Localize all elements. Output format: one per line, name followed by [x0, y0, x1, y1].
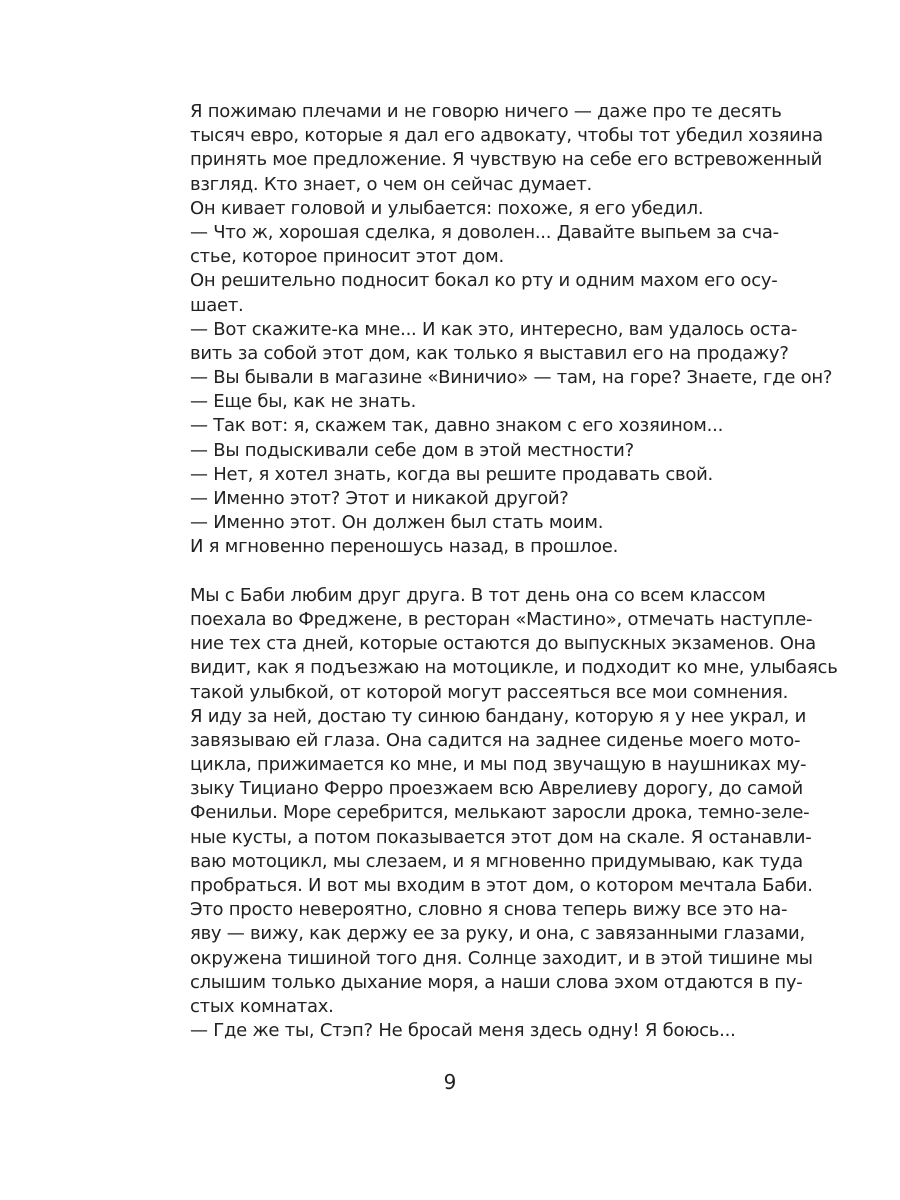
- text-line: такой улыбкой, от которой могут рассеяться все мои сомнения.: [190, 681, 789, 703]
- text-line: — Нет, я хотел знать, когда вы решите продавать свой.: [190, 463, 714, 485]
- text-line: — Вы подыскивали себе дом в этой местности?: [190, 439, 634, 461]
- body-text: [190, 100, 838, 1043]
- text-line: цикла, прижимается ко мне, и мы под звучащую в наушниках му-: [190, 754, 807, 776]
- text-line: Это просто невероятно, словно я снова теперь вижу все это на-: [190, 899, 788, 921]
- text-line: яву — вижу, как держу ее за руку, и она, с завязанными глазами,: [190, 923, 805, 945]
- text-line: зыку Тициано Ферро проезжаем всю Аврелиеву дорогу, до самой: [190, 778, 803, 800]
- text-line: поехала во Фреджене, в ресторан «Мастино», отмечать наступле-: [190, 608, 813, 630]
- text-line: — Так вот: я, скажем так, давно знаком с его хозяином...: [190, 415, 724, 437]
- text-section-2: [190, 584, 838, 1044]
- text-line: пробраться. И вот мы входим в этот дом, о котором мечтала Баби.: [190, 875, 813, 896]
- text-line: — Что ж, хорошая сделка, я доволен... Давайте выпьем за сча-: [190, 221, 779, 243]
- text-line: тысяч евро, которые я дал его адвокату, чтобы тот убедил хозяина: [190, 125, 823, 147]
- text-line: окружена тишиной того дня. Солнце заходит, и в этой тишине мы: [190, 947, 813, 969]
- text-line: стье, которое приносит этот дом.: [190, 246, 504, 268]
- text-line: — Вот скажите-ка мне... И как это, интересно, вам удалось оста-: [190, 318, 798, 340]
- text-line: И я мгновенно переношусь назад, в прошлое.: [190, 536, 619, 558]
- page-number: 9: [443, 1070, 457, 1094]
- text-line: — Именно этот. Он должен был стать моим.: [190, 512, 604, 534]
- text-line: Фенильи. Море серебрится, мелькают заросли дрока, темно-зеле-: [190, 802, 810, 824]
- text-line: Он кивает головой и улыбается: похоже, я его убедил.: [190, 197, 704, 219]
- section-break: [190, 560, 752, 584]
- text-line: ние тех ста дней, которые остаются до выпускных экзаменов. Она: [190, 633, 816, 655]
- text-line: ные кусты, а потом показывается этот дом на скале. Я останавли-: [190, 826, 812, 848]
- text-line: — Вы бывали в магазине «Виничио» — там, на горе? Знаете, где он?: [190, 367, 833, 389]
- text-section-1: [190, 100, 833, 560]
- text-line: — Именно этот? Этот и никакой другой?: [190, 488, 569, 509]
- text-line: взгляд. Кто знает, о чем он сейчас думает.: [190, 173, 592, 195]
- text-line: Он решительно подносит бокал ко рту и одним махом его осу-: [190, 270, 778, 292]
- text-line: слышим только дыхание моря, а наши слова эхом отдаются в пу-: [190, 971, 803, 993]
- text-line: шает.: [190, 294, 244, 316]
- text-line: — Где же ты, Стэп? Не бросай меня здесь одну! Я боюсь...: [190, 1020, 736, 1042]
- text-line: ваю мотоцикл, мы слезаем, и я мгновенно придумываю, как туда: [190, 850, 803, 872]
- text-line: стых комнатах.: [190, 995, 334, 1017]
- text-line: принять мое предложение. Я чувствую на себе его встревоженный: [190, 149, 823, 171]
- text-line: Я иду за ней, достаю ту синюю бандану, которую я у нее украл, и: [190, 705, 807, 727]
- text-line: завязываю ей глаза. Она садится на заднее сиденье моего мото-: [190, 729, 801, 751]
- text-line: Мы с Баби любим друг друга. В тот день она со всем классом: [190, 584, 766, 606]
- text-line: вить за собой этот дом, как только я выставил его на продажу?: [190, 342, 789, 364]
- text-line: Я пожимаю плечами и не говорю ничего — даже про те десять: [190, 101, 782, 122]
- text-line: — Еще бы, как не знать.: [190, 391, 417, 413]
- text-line: видит, как я подъезжаю на мотоцикле, и подходит ко мне, улыбаясь: [190, 657, 838, 679]
